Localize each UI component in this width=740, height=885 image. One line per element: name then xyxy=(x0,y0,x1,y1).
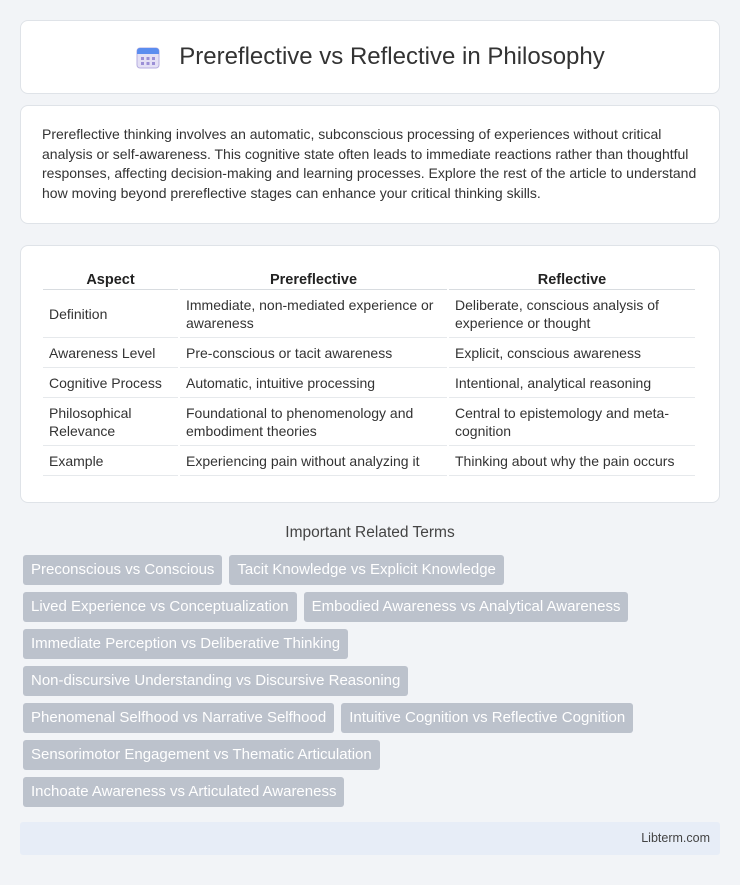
table-cell: Experiencing pain without analyzing it xyxy=(180,446,447,476)
table-row xyxy=(43,290,695,338)
tag-row xyxy=(23,666,683,696)
comparison-table xyxy=(41,266,697,476)
related-term-tag[interactable]: Tacit Knowledge vs Explicit Knowledge xyxy=(229,555,503,585)
related-term-tag[interactable]: Non-discursive Understanding vs Discursive Reasoning xyxy=(23,666,408,696)
tag-row xyxy=(23,555,683,585)
table-row xyxy=(43,368,695,398)
intro-card xyxy=(20,105,720,224)
header-reflective: Reflective xyxy=(449,266,695,290)
table-row xyxy=(43,446,695,476)
table-cell: Deliberate, conscious analysis of experience or thought xyxy=(449,290,695,338)
header-card xyxy=(20,20,720,94)
footer xyxy=(20,822,720,855)
tag-row xyxy=(23,592,683,622)
related-term-tag[interactable]: Sensorimotor Engagement vs Thematic Articulation xyxy=(23,740,380,770)
tag-row xyxy=(23,629,683,659)
table-cell: Cognitive Process xyxy=(43,368,178,398)
footer-site-link[interactable]: Libterm.com xyxy=(641,831,710,845)
table-cell: Awareness Level xyxy=(43,338,178,368)
header-aspect: Aspect xyxy=(43,266,178,290)
table-cell: Pre-conscious or tacit awareness xyxy=(180,338,447,368)
tag-row xyxy=(23,740,683,770)
table-row xyxy=(43,338,695,368)
related-term-tag[interactable]: Lived Experience vs Conceptualization xyxy=(23,592,297,622)
tag-row xyxy=(23,703,683,733)
header-prereflective: Prereflective xyxy=(180,266,447,290)
related-terms-title: Important Related Terms xyxy=(285,524,455,541)
related-term-tag[interactable]: Immediate Perception vs Deliberative Thinking xyxy=(23,629,348,659)
table-cell: Automatic, intuitive processing xyxy=(180,368,447,398)
calendar-icon xyxy=(135,44,161,70)
related-terms-list xyxy=(23,555,683,814)
related-term-tag[interactable]: Phenomenal Selfhood vs Narrative Selfhood xyxy=(23,703,334,733)
table-cell: Thinking about why the pain occurs xyxy=(449,446,695,476)
table-cell: Definition xyxy=(43,290,178,338)
intro-text: Prereflective thinking involves an automatic, subconscious processing of experiences without critical analysis or self-awareness. This cognitive state often leads to immediate reactions rather than thoughtful responses, affecting decision-making and learning processes. Explore the rest of the article to understand how moving beyond prereflective stages can enhance your critical thinking skills. xyxy=(42,126,697,201)
page-title: Prereflective vs Reflective in Philosophy xyxy=(179,43,605,70)
table-row xyxy=(43,398,695,446)
related-term-tag[interactable]: Embodied Awareness vs Analytical Awareness xyxy=(304,592,629,622)
table-cell: Philosophical Relevance xyxy=(43,398,178,446)
related-term-tag[interactable]: Inchoate Awareness vs Articulated Awareness xyxy=(23,777,344,807)
related-term-tag[interactable]: Intuitive Cognition vs Reflective Cognition xyxy=(341,703,633,733)
table-cell: Foundational to phenomenology and embodiment theories xyxy=(180,398,447,446)
table-cell: Intentional, analytical reasoning xyxy=(449,368,695,398)
table-cell: Immediate, non-mediated experience or awareness xyxy=(180,290,447,338)
related-term-tag[interactable]: Preconscious vs Conscious xyxy=(23,555,222,585)
table-cell: Central to epistemology and meta-cognition xyxy=(449,398,695,446)
table-cell: Example xyxy=(43,446,178,476)
tag-row xyxy=(23,777,683,807)
table-cell: Explicit, conscious awareness xyxy=(449,338,695,368)
comparison-table-card xyxy=(20,245,720,503)
table-header-row xyxy=(43,266,695,290)
